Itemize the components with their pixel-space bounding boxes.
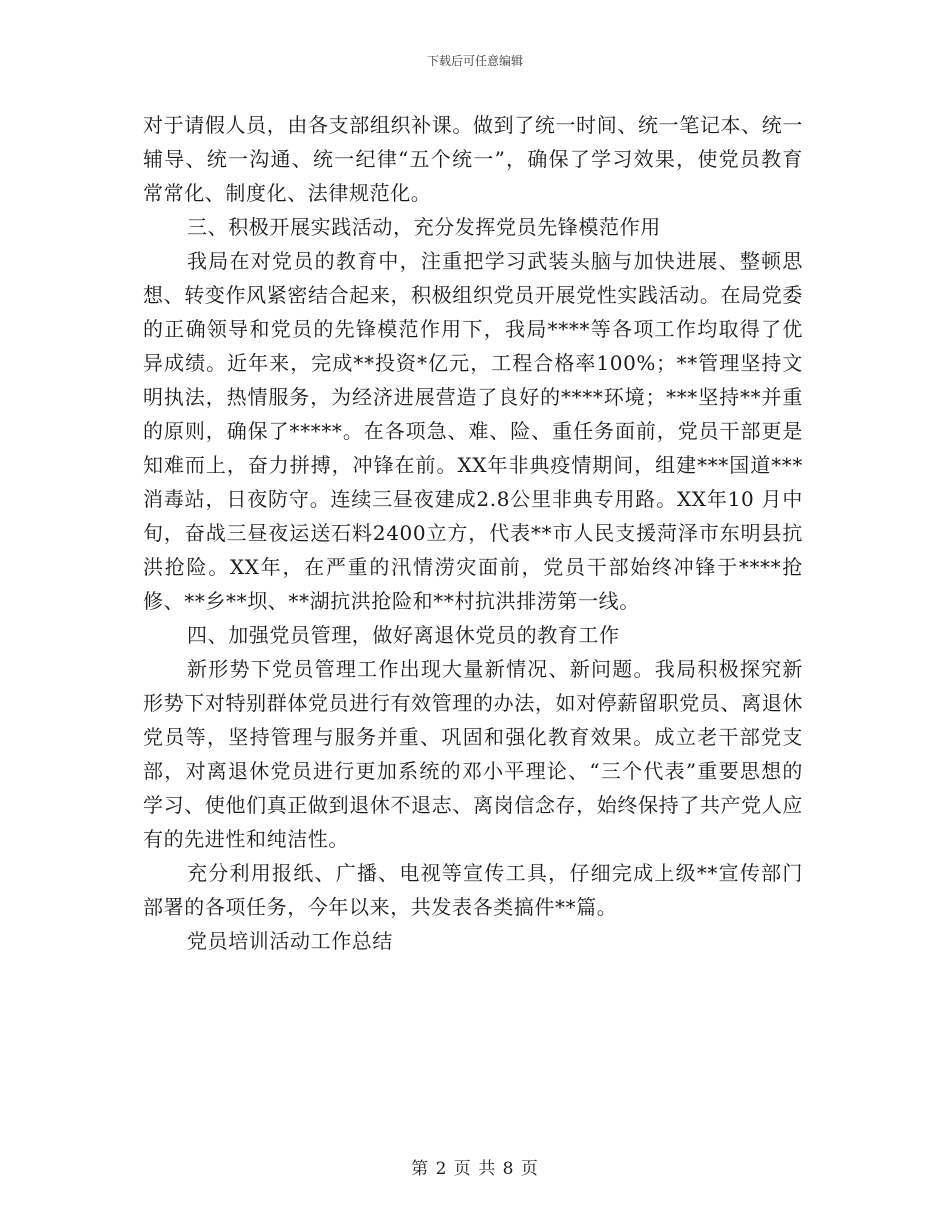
paragraph-member-management: 新形势下党员管理工作出现大量新情况、新问题。我局积极探究新形势下对特别群体党员进行有效管理的办法，如对停薪留职党员、离退休党员等，坚持管理与服务并重、巩固和强化教育效果。成立老干部党支部，对离退休党员进行更加系统的邓小平理论、“三个代表”重要思想的学习、使他们真正做到退休不退志、离岗信念存，始终保持了共产党人应有的先进性和纯洁性。 (143, 657, 803, 851)
page-header-note: 下载后可任意编辑 (426, 54, 523, 68)
section-heading-4: 四、加强党员管理，做好离退休党员的教育工作 (187, 623, 620, 647)
paragraph-continued: 对于请假人员，由各支部组织补课。做到了统一时间、统一笔记本、统一辅导、统一沟通、统一纪律“五个统一”，确保了学习效果，使党员教育常常化、制度化、法律规范化。 (143, 113, 803, 205)
section-heading-3: 三、积极开展实践活动，充分发挥党员先锋模范作用 (187, 215, 661, 239)
paragraph-summary-title: 党员培训活动工作总结 (187, 929, 393, 953)
paragraph-practice-activities: 我局在对党员的教育中，注重把学习武装头脑与加快进展、整顿思想、转变作风紧密结合起来，积极组织党员开展党性实践活动。在局党委的正确领导和党员的先锋模范作用下，我局****等各项工作均取得了优异成绩。近年来，完成**投资*亿元，工程合格率100%；**管理坚持文明执法，热情服务，为经济进展营造了良好的****环境；***坚持**并重的原则，确保了*****。在各项急、难、险、重任务面前，党员干部更是知难而上，奋力拼搏，冲锋在前。XX年非典疫情期间，组建***国道***消毒站，日夜防守。连续三昼夜建成2.8公里非典专用路。XX年10 月中旬，奋战三昼夜运送石料2400立方，代表**市人民支援菏泽市东明县抗洪抢险。XX年，在严重的汛情涝灾面前，党员干部始终冲锋于****抢修、**乡**坝、**湖抗洪抢险和**村抗洪排涝第一线。 (143, 249, 803, 613)
paragraph-publicity: 充分利用报纸、广播、电视等宣传工具，仔细完成上级**宣传部门部署的各项任务，今年以来，共发表各类搞件**篇。 (143, 861, 803, 919)
document-body (143, 108, 803, 958)
page-number-footer: 第 2 页 共 8 页 (411, 1159, 539, 1179)
